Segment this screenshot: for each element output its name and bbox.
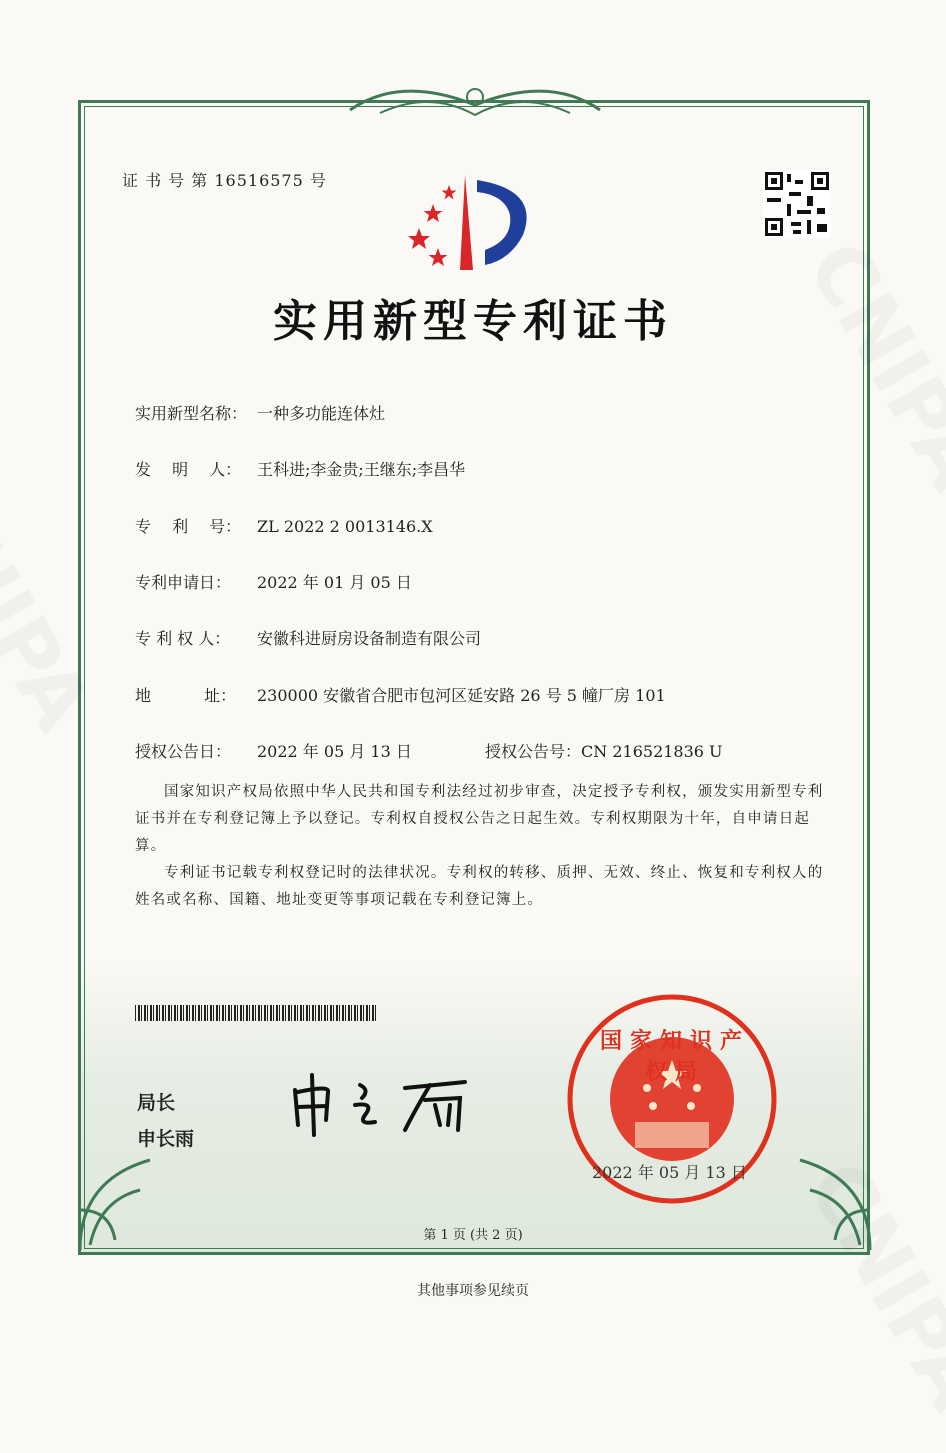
cnipa-logo — [405, 170, 545, 275]
field-application-date: 专利申请日： 2022 年 01 月 05 日 — [135, 573, 412, 592]
barcode — [135, 1005, 377, 1021]
certificate-number: 证 书 号 第 16516575 号 — [122, 171, 327, 190]
continuation-note: 其他事项参见续页 — [417, 1283, 529, 1299]
field-inventors: 发 明 人： 王科进;李金贵;王继东;李昌华 — [135, 460, 466, 479]
field-patent-number: 专 利 号： ZL 2022 2 0013146.X — [135, 517, 433, 536]
handwritten-signature — [290, 1070, 490, 1140]
field-patentee: 专 利 权 人： 安徽科进厨房设备制造有限公司 — [135, 629, 482, 648]
seal-text: 国家知识产权局 — [599, 1028, 750, 1085]
field-utility-model-name: 实用新型名称： 一种多功能连体灶 — [135, 404, 386, 423]
seal-date: 2022 年 05 月 13 日 — [592, 1163, 747, 1182]
document-title: 实用新型专利证书 — [273, 296, 673, 347]
top-ornament — [340, 75, 610, 125]
field-address: 地 址： 230000 安徽省合肥市包河区延安路 26 号 5 幢厂房 101 — [135, 686, 666, 705]
statement-paragraph: 国家知识产权局依照中华人民共和国专利法经过初步审查，决定授予专利权，颁发实用新型专利证书并在专利登记簿上予以登记。专利权自授权公告之日起生效。专利权期限为十年，自申请日起算。 — [135, 784, 824, 854]
signatory-title: 局长 — [137, 1092, 176, 1114]
statement-paragraph: 专利证书记载专利权登记时的法律状况。专利权的转移、质押、无效、终止、恢复和专利权人的姓名或名称、国籍、地址变更等事项记载在专利登记簿上。 — [135, 865, 824, 908]
page-info: 第 1 页 (共 2 页) — [423, 1228, 523, 1243]
field-grant-date: 授权公告日： 2022 年 05 月 13 日 — [135, 742, 412, 761]
signatory-name: 申长雨 — [137, 1128, 195, 1150]
field-grant-number: 授权公告号：CN 216521836 U — [485, 742, 723, 761]
corner-ornament-right — [790, 1150, 880, 1260]
qr-code — [763, 170, 831, 238]
corner-ornament-left — [70, 1150, 160, 1260]
certificate-statement — [135, 779, 835, 914]
